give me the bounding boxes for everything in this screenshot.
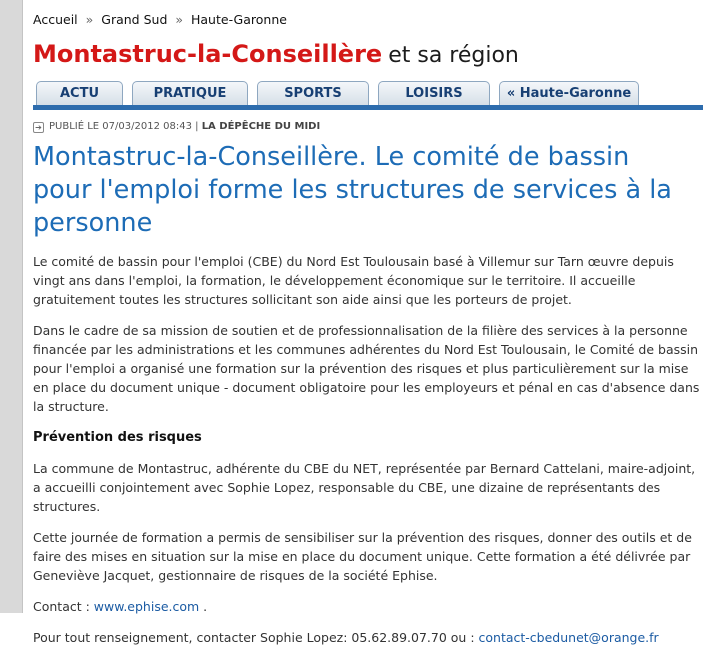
- tab-haute-garonne[interactable]: « Haute-Garonne: [499, 81, 639, 105]
- site-title-town[interactable]: Montastruc-la-Conseillère: [33, 40, 383, 68]
- contact-trailing: .: [199, 599, 208, 614]
- article-paragraph: Cette journée de formation a permis de sensibiliser sur la prévention des risques, donner des outils et de faire des mises en situation sur la mise en place du document unique. Cette formation a été délivrée par Geneviève Jacquet, gestionnaire de risques de la société Ephise.: [33, 530, 692, 583]
- breadcrumb: [33, 12, 287, 27]
- contact-website-link[interactable]: www.ephise.com: [93, 599, 200, 614]
- tab-sports[interactable]: SPORTS: [257, 81, 369, 105]
- article-byline: [33, 121, 320, 133]
- tab-actu[interactable]: ACTU: [36, 81, 123, 105]
- site-title-region: et sa région: [388, 43, 519, 68]
- breadcrumb-separator: »: [85, 12, 94, 27]
- info-line: [33, 628, 705, 647]
- breadcrumb-item-department[interactable]: Haute-Garonne: [191, 12, 287, 27]
- contact-line: [33, 597, 705, 616]
- info-text: Pour tout renseignement, contacter Sophie Lopez: 05.62.89.07.70 ou :: [33, 630, 479, 645]
- contact-email-link[interactable]: contact-cbedunet@orange.fr: [478, 630, 659, 645]
- left-sidebar-strip: [0, 0, 23, 613]
- article-paragraph: La commune de Montastruc, adhérente du CBE du NET, représentée par Bernard Cattelani, maire-adjoint, a accueilli conjointement avec Sophie Lopez, responsable du CBE, une dizaine de représentants des structures.: [33, 461, 696, 514]
- breadcrumb-separator: »: [175, 12, 184, 27]
- article-paragraph: Le comité de bassin pour l'emploi (CBE) du Nord Est Toulousain basé à Villemur sur Tarn œuvre depuis vingt ans dans l'emploi, la formation, le développement économique sur le territoire. Il accueille gratuitement toutes les structures sollicitant son aide ainsi que les porteurs de projet.: [33, 254, 674, 307]
- article-subheading: Prévention des risques: [33, 430, 202, 445]
- article-body: [33, 252, 705, 659]
- article-headline: Montastruc-la-Conseillère. Le comité de bassin pour l'emploi forme les structures de services à la personne: [33, 142, 672, 238]
- nav-bar-underline: [33, 105, 703, 110]
- arrow-right-icon: ➔: [33, 122, 44, 133]
- tab-loisirs[interactable]: LOISIRS: [378, 81, 490, 105]
- contact-label: Contact :: [33, 599, 94, 614]
- publish-date: PUBLIÉ LE 07/03/2012 08:43: [49, 121, 192, 132]
- article-paragraph: Dans le cadre de sa mission de soutien et de professionnalisation de la filière des services à la personne financée par les administrations et les communes adhérentes du Nord Est Toulousain, le Comité de bassin pour l'emploi a organisé une formation sur la prévention des risques et plus particulièrement sur la mise en place du document unique - document obligatoire pour les employeurs et pénal en cas d'absence dans la structure.: [33, 323, 700, 414]
- byline-separator: |: [195, 121, 199, 132]
- site-title: [33, 40, 519, 68]
- tab-pratique[interactable]: PRATIQUE: [132, 81, 248, 105]
- breadcrumb-item-region[interactable]: Grand Sud: [101, 12, 168, 27]
- breadcrumb-item-home[interactable]: Accueil: [33, 12, 78, 27]
- article-source: LA DÉPÊCHE DU MIDI: [201, 121, 321, 132]
- nav-tabs: [33, 79, 703, 110]
